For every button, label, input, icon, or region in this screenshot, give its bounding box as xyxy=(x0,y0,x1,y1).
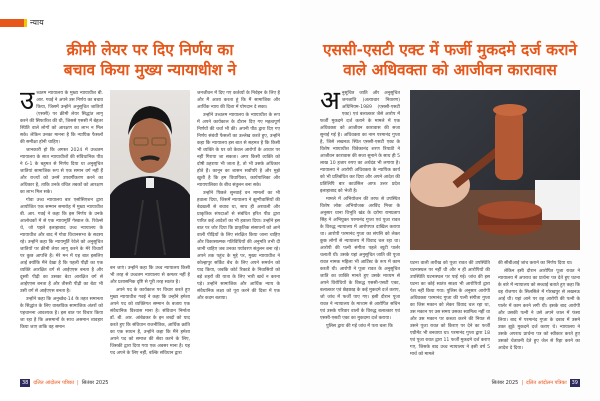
magazine-name: दलित आंदोलन पत्रिका xyxy=(526,380,567,386)
paragraph: उन्होंने पिछले सुनवाई वन मामलों का भी हवाला दिया, जिसमें न्यायालय ने झुग्गीवासियों की बेदखली से बचाव था, साथ ही अरावली और प्राकृतिक संपदाओं से संबंधित हरित पीठ द्वारा पारित कई आदेशों का भी हवाला दिया। उन्होंने इस बात पर जोर दिया कि प्राकृतिक संसाधनों को आने वाली पीढ़ियों के लिए संरक्षित किया जाना चाहिए और विकासात्मक गतिविधियों की अनुमति तभी दी जानी चाहिए जब उनका पर्यावरण संतुलन बना रहे। अपने तक पहुंच के मुद्दे पर, मुख्य न्यायाधीश ने कोल्हापुर सर्किट बेंच के लिए अपने समर्थन को याद किया, जबकि कोर्ट रिकार्ड के निवासियों को बड़े शहरों की यात्रा के लिए भारी खर्च न करना पड़े। उन्होंने सामाजिक और आर्थिक न्याय के संवैधानिक लक्ष्य को पूरा करने की दिशा में एक और कदम बताया। xyxy=(197,191,280,301)
gavel-photo xyxy=(410,90,580,250)
chief-justice-photo xyxy=(110,90,190,258)
paragraph: जानकारी हो कि अगस्त 2024 में उच्चतम न्यायालय के सात न्यायाधीशों की संविधानिक पीठ ने 6-1 के बहुमत से निर्णय दिया था अनुसूचित जातियां सामाजिक रूप से एक समान वर्ग नहीं हैं और राज्यों को उनमें उपवर्गीकरण करने का अधिकार है, ताकि उनके वंचित तबकों को आरक्षण का लाभ मिल सके। xyxy=(20,148,103,195)
article-column-3 xyxy=(197,90,280,373)
paragraph: नुसूचित जाति और अनुसूचित जनजाति (अत्याचार निवारण) अधिनियम-1989 (एससी-एसटी एक्ट) एवं बलात्कार जैसे आरोप में फर्जी मुकदमे दर्ज कराने के मामले में एक अधिवक्ता को आजीवन कारावास की सजा सुनाई गई है। अधिवक्ता का नाम परमानंद गुप्ता है, जिसे लखनऊ स्थित एससी-एसटी एक्ट के विशेष न्यायाधीश विवेकानंद शरण त्रिपाठी ने आजीवन कारावास की सजा सुनाने के साथ ही 5 लाख 10 हजार रुपए का अर्थदंड भी लगाया है। न्यायालय ने आरोपी अधिवक्ता के न्यायिक कार्य को भी प्रतिबंधित कर दिया और अपने आदेश की प्रतिलिपि बार काउंसिल आफ उत्तर प्रदेश इलाहाबाद को भेजी है। xyxy=(320,91,400,194)
title-line-2: वाले अधिवक्ता को आजीवन कारावास xyxy=(343,61,557,79)
paragraph: पुलिस द्वारा की गई जांच में पता चला कि xyxy=(326,324,393,329)
section-color-bar xyxy=(0,19,24,27)
article-title xyxy=(20,40,280,80)
page-number: 39 xyxy=(571,380,578,386)
page-number: 38 xyxy=(22,380,29,386)
title-line-1: एससी-एसटी एक्ट में फर्जी मुकदमे दर्ज कराने xyxy=(322,41,578,59)
drop-cap: अ xyxy=(320,90,340,116)
issue-date: सितंबर 2025 xyxy=(81,380,109,386)
page-footer: सितंबर 2025 | दलित आंदोलन पत्रिका 39 xyxy=(491,380,578,386)
right-page xyxy=(300,0,600,401)
article-column-2 xyxy=(410,260,490,373)
issue-date: सितंबर 2025 xyxy=(491,380,519,386)
section-accent-bar xyxy=(24,19,27,27)
paragraph: मामले में अभियोजन की तरफ से उपस्थित विशेष लोक अभियोजक अरविंद मिश्रा के अनुसार थाना विभूति खंड के दरोगा रामप्रताप सिंह ने अभियुक्त परमानंद गुप्ता एवं पूजा रावत के विरुद्ध न्यायालय में आरोपपत्र दाखिल कराया था। आरोपी परमानंद गुप्ता का संपत्ति को लेकर कुछ लोगों से न्यायालय में विवाद चल रहा था। आरोपी की पत्नी संगीता पहले ब्यूटी पार्लर चलाती थी। उसके यहां अनुसूचित जाति की पूजा रावत नामक महिला भी आर्टिस्ट के रूप में काम करती थी। आरोपी ने पूजा रावत के अनुसूचित जाति का व्यक्ति मानते हुए उसके माध्यम से अपने विरोधियों के विरुद्ध एससी-एसटी एक्ट, बलात्कार एवं छेड़छाड़ के कई मुकदमे दर्ज कराए, जो जांच में फर्जी पाए गए। इसी दौरान पूजा रावत ने न्यायालय के माध्यम से आरोपित सचिन एवं उसके परिवार वालों के विरुद्ध बलात्कार एवं एससी-एसटी एक्ट का मुकदमा दर्ज कराया। xyxy=(320,197,400,321)
article-column-2 xyxy=(110,265,190,373)
magazine-name: दलित आंदोलन पत्रिका xyxy=(33,380,74,386)
article-column-1 xyxy=(320,90,400,373)
paragraph: अपने पद के कार्यकाल पर विचार करते हुए मुख्य न्यायाधीश गवई ने कहा कि उन्होंने हमेशा अपने पद को व्यक्तिगत सम्मान के बजाय एक संवैधानिक विश्वास माना है। संविधान निर्माता डॉ. बी. आर. आंबेडकर के इन शब्दों को याद करते हुए कि संविधान राजनीतिक, आर्थिक क्रांति का एक साधन है, उन्होंने कहा कि मैंने हमेशा अपने पद को समाज की सेवा करने के लिए, जिसकी द्वारा दिया गया एक अवसर माना है। यह पद अपने के लिए नहीं, बल्कि संविधान द्वारा xyxy=(110,288,190,356)
section-tag: न्याय xyxy=(30,18,44,27)
paragraph: उन्होंने कहा कि अनुच्छेद-14 के तहत समानता के सिद्धांत के लिए वास्तविक सामाजिक अंतरों को पहचानना आवश्यक है। इस बात पर विचार किया जा रहा है कि असमानों के साथ असमान व्यवहार किया जाए ताकि वह समान xyxy=(20,297,103,330)
title-line-2: बचाव किया मुख्य न्यायाधीश ने xyxy=(63,61,237,79)
paragraph: गोवा उच्च न्यायालय बार एसोसिएशन द्वारा आयोजित एक सम्मान समारोह में मुख्य न्यायाधीश बी. आर. गवई ने कहा कि इस निर्णय के उनके आलोचकों में से एक न्यायमूर्ति गेस्वाल के. रिवेल्से थे, जो पहले इलाहाबाद उच्च न्यायालय के न्यायाधीश और बाद में गोवा विधानसभा के सदस्य रहे। उन्होंने कहा कि न्यायमूर्ति रेवेले को अनुसूचित जातियों पर क्रीमी लेयर लागू करने के मेरे विचारों पर कुछ आपत्ति है। मेरे मन में यह बात इसलिए आई क्योंकि मैंने देखा है कि पहली पीढ़ी का एक व्यक्ति आरक्षित वर्ग से आईएएस बनता है और दूसरी पीढ़ी का उसका बेटा आरक्षित वर्ग से आईएएस बनता है और तीसरी पीढ़ी का बेटा भी उसी वर्ग से आईएएस बनता है। xyxy=(20,198,103,294)
paragraph: की सीबीआई जांच कराने का निर्णय दिया था। xyxy=(498,261,573,266)
title-line-1: क्रीमी लेयर पर दिए निर्णय का xyxy=(66,41,234,59)
article-column-1 xyxy=(20,90,103,373)
paragraph: जनजीवन में दिए गए कर्तव्यों के निर्वहन के लिए है और मैं आशा करता हूं कि मैं सामाजिक और आर्थिक न्याय की दिशा में योगदान दे सका। xyxy=(197,91,280,110)
article-column-3 xyxy=(498,260,580,373)
paragraph: च्चतम न्यायालय के मुख्य न्यायाधीश बी. आर. गवई ने अपने उस निर्णय का बचाव किया, जिसमें उन्होंने अनुसूचित जातियों (एससी) पर क्रीमी लेयर सिद्धांत लागू करने की सिफारिश की थी, जिससे एससी में बेहतर स्थिति वाले लोगों को आरक्षण का लाभ न मिल सके। लेकिन उनका मानना है कि न्यायिक फैसलों की समीक्षा होनी चाहिए। xyxy=(20,91,103,145)
paragraph: उन्होंने उच्चतम न्यायालय के न्यायाधीश के रूप में अपने कार्यकाल के दौरान दिए गए महत्वपूर्ण निर्णयों की चर्चा भी की। अपनी पीठ द्वारा दिए गए निर्णय संबंधी फैसलों का उल्लेख करते हुए, उन्होंने कहा कि न्यायालय इस बात से सहमत है कि किसी भी व्यक्ति के घर को केवल आरोपों के आधार पर नहीं गिराया जा सकता। अगर किसी व्यक्ति को दोषी ठहराया भी जाता है, तो भी उसके अधिकार होते हैं। कानून का शासन सर्वोपरि है और मुझे खुशी है कि हम विधायिका, कार्यपालिका और न्यायपालिका के बीच संतुलन बना सके। xyxy=(197,113,280,188)
drop-cap: उ xyxy=(20,90,35,116)
article-title xyxy=(310,40,590,80)
paragraph: बन जाएं। उन्होंने कहा कि उच्च न्यायालय किसी भी तरह से उच्चतम न्यायालय से कमतर नहीं है और प्रशासनिक दृष्टि से पूरी तरह स्वतंत्र है। xyxy=(110,266,190,285)
paragraph: लेकिन इसी दौरान आरोपित पूजा रावत ने न्यायालय में अपराध का प्रार्थना पत्र देते हुए घटना के बारे में न्यायालय को सच्चाई बताते हुए कहा कि वह रोजगार के सिलसिले में गोरखपुर से लखनऊ आई थी। यहां आने पर वह आरोपी की पत्नी के पार्लर में काम करने लगी थी। इसके बाद आरोपी और उसकी पत्नी ने उसे अपने जाल में फंसा लिया। बाद में परमानंद गुप्ता के दबाव में उसने उक्त झूठे मुकदमे दर्ज कराए थे। न्यायालय ने उसके अपराध प्रार्थना पत्र को स्वीकार करते हुए उसको चेतावनी देते हुए जेल से रिहा करने का आदेश दे दिया। xyxy=(498,269,580,351)
paragraph: घटना वाली तारीख को पूजा रावत की उपस्थिति घटनास्थल पर नहीं थी और न ही आरोपियों की उपस्थिति घटनास्थल पर पाई गई। जांच की इस घटना का कोई स्वतंत्र साक्ष्य भी आरोपियों द्वारा पेश नहीं किया गया। पुलिस के अनुसार आरोपी अधिवक्ता परमानंद गुप्ता की पत्नी संगीता गुप्ता का जिस मकान को लेकर विवाद चल रहा था, उस मकान पर उस समय उसका स्वामित्व नहीं था और उस मकान पर कब्जा करने की नियत से उसने पूजा रावत को किराए पर देने का फर्जी एग्रीमेंट भी बनवाया था। परमानंद गुप्ता द्वारा 18 एवं पूजा रावत द्वारा 11 फर्जी मुकदमे दर्ज कराए गए, जिसके बाद उच्च न्यायालय ने इसी वर्ष 5 मार्च को मामले xyxy=(410,261,490,357)
page-footer: 38 दलित आंदोलन पत्रिका | सितंबर 2025 xyxy=(22,380,109,386)
